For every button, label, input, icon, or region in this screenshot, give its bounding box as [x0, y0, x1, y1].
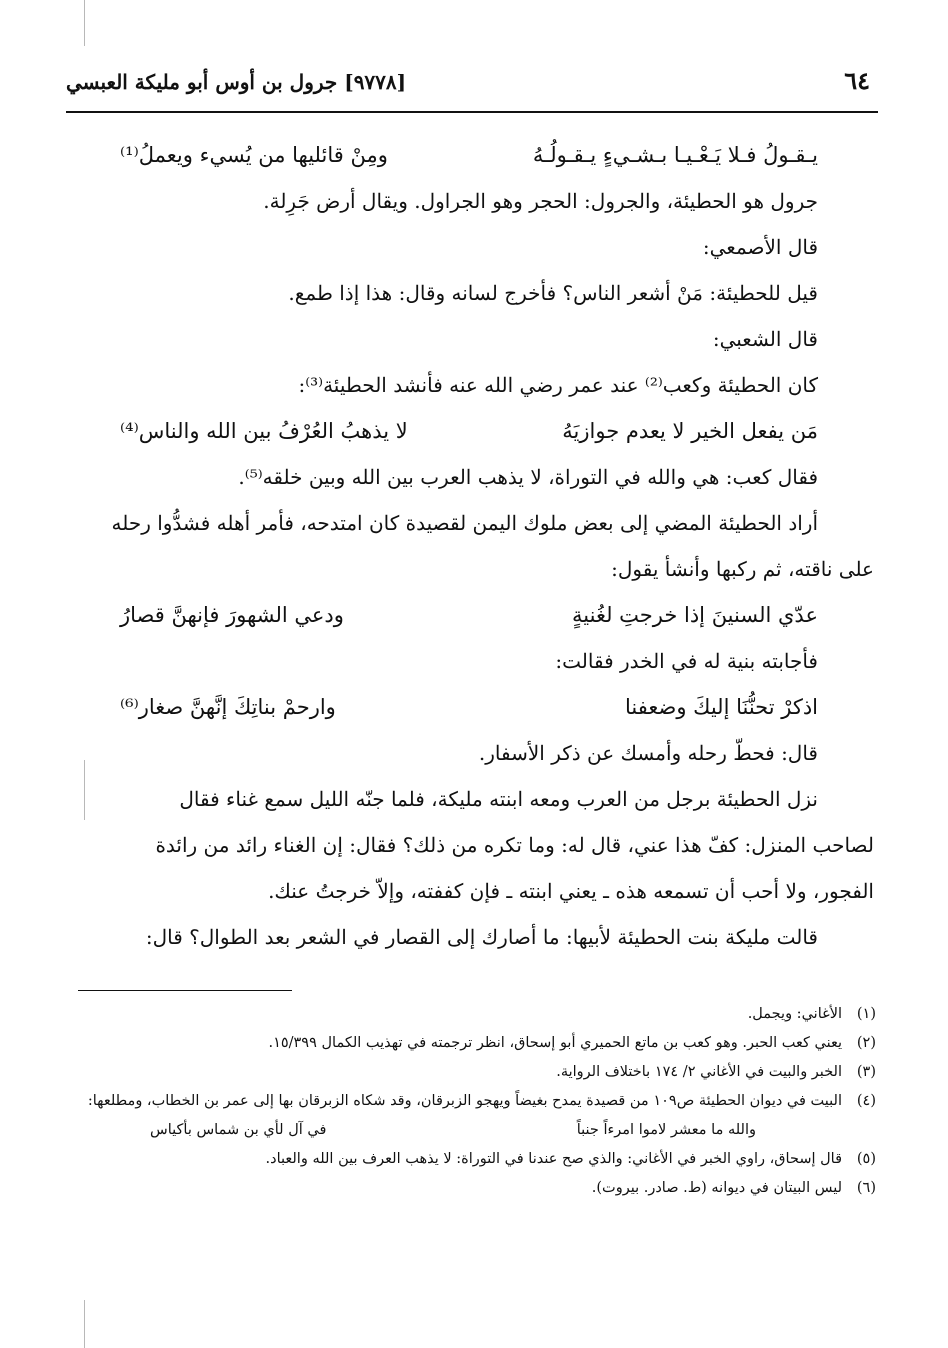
verse-second-hemistich: لا يذهبُ العُرْفُ بين الله والناس⁽⁴⁾ [120, 419, 408, 443]
verse-line [76, 592, 874, 638]
paragraph: قالت مليكة بنت الحطيئة لأبيها: ما أصارك إلى القصار في الشعر بعد الطوال؟ قال: [145, 925, 818, 949]
footnote [72, 1087, 876, 1116]
verse-first-hemistich: والله ما معشر لاموا امرءاً جنباً [576, 1122, 756, 1138]
footnote-verse [72, 1116, 876, 1145]
footnote-number: (٣) [856, 1064, 876, 1080]
footnote [72, 1058, 876, 1087]
footnote-text: قال إسحاق، راوي الخبر في الأغاني: والذي صح عندنا في التوراة: لا يذهب العرف بين الله والعباد. [265, 1151, 842, 1167]
verse-first-hemistich: مَن يفعل الخير لا يعدم جوازيَهُ [562, 419, 818, 443]
verse-line [76, 132, 874, 178]
paragraph-line: لصاحب المنزل: كفّ هذا عني، قال له: وما تكره من ذلك؟ فقال: إن الغناء رائد من رائدة [155, 833, 874, 857]
footnote-number: (٤) [856, 1093, 876, 1109]
scan-edge-mark-bottom [84, 1300, 85, 1348]
footnote-number: (٦) [856, 1180, 876, 1196]
paragraph-line: على ناقته، ثم ركبها وأنشأ يقول: [611, 557, 874, 581]
footnote-text: الخبر والبيت في الأغاني ٢/ ١٧٤ باختلاف الرواية. [556, 1064, 842, 1080]
paragraph: جرول هو الحطيئة، والجرول: الحجر وهو الجراول. ويقال أرض جَرِلة. [263, 189, 818, 213]
paragraph: قال: فحطّ رحله وأمسك عن ذكر الأسفار. [478, 741, 818, 765]
verse-first-hemistich: اذكرْ تحنُّنَا إليكَ وضعفنا [625, 695, 818, 719]
footnote-number: (٥) [856, 1151, 876, 1167]
footnotes [72, 1000, 876, 1203]
paragraph: قال الأصمعي: [702, 235, 818, 259]
verse-second-hemistich: ومِنْ قائليها من يُسيء ويعملُ⁽¹⁾ [120, 143, 388, 167]
paragraph-line: نزل الحطيئة برجل من العرب ومعه ابنته مليكة، فلما جنّه الليل سمع غناء فقال [179, 787, 818, 811]
footnote-number: (١) [856, 1006, 876, 1022]
paragraph: فأجابته بنية له في الخدر فقالت: [555, 649, 818, 673]
footnote-text: البيت في ديوان الحطيئة ص١٠٩ من قصيدة يمدح بغيضاً ويهجو الزبرقان، وقد شكاه الزبرقان بها إلى عمر بن الخطاب، ومطلعها: [87, 1093, 842, 1109]
header-rule [66, 111, 878, 113]
scan-edge-mark-top [84, 0, 85, 46]
verse-second-hemistich: في آل لأي بن شماس بأكياس [150, 1122, 327, 1138]
paragraph: قال الشعبي: [712, 327, 818, 351]
footnote-text: يعني كعب الحبر. وهو كعب بن ماتع الحميري أبو إسحاق، انظر ترجمته في تهذيب الكمال ١٥/٣٩٩. [268, 1035, 842, 1051]
running-title: [٩٧٧٨] جرول بن أوس أبو مليكة العبسي [66, 70, 407, 94]
footnote-text: ليس البيتان في ديوانه (ط. صادر. بيروت). [591, 1180, 842, 1196]
paragraph: فقال كعب: هي والله في التوراة، لا يذهب العرب بين الله وبين خلقه⁽⁵⁾. [238, 465, 818, 489]
page-number: ٦٤ [844, 66, 870, 95]
verse-first-hemistich: عدّي السنينَ إذا خرجتِ لغُنيةٍ [572, 603, 818, 627]
paragraph-line: الفجور، ولا أحب أن تسمعه هذه ـ يعني ابنته ـ فإن كففته، وإلاّ خرجتُ عنك. [268, 879, 874, 903]
footnote [72, 1174, 876, 1203]
footnote [72, 1000, 876, 1029]
paragraph: كان الحطيئة وكعب⁽²⁾ عند عمر رضي الله عنه فأنشد الحطيئة⁽³⁾: [298, 373, 818, 397]
footnote-number: (٢) [856, 1035, 876, 1051]
paragraph: قيل للحطيئة: مَنْ أشعر الناس؟ فأخرج لسانه وقال: هذا إذا طمع. [288, 281, 818, 305]
verse-line [76, 684, 874, 730]
verse-line [76, 408, 874, 454]
verse-second-hemistich: وارحمْ بناتِكَ إنَّهنَّ صغار⁽⁶⁾ [120, 695, 336, 719]
verse-first-hemistich: يـقـولُ فـلا يَـعْـيـا بـشـيءٍ يـقـولُـهُ [532, 143, 818, 167]
footnote [72, 1029, 876, 1058]
footnote-text: الأغاني: ويجمل. [747, 1006, 842, 1022]
verse-second-hemistich: ودعي الشهورَ فإنهنَّ قصارُ [120, 603, 344, 627]
paragraph-line: أراد الحطيئة المضي إلى بعض ملوك اليمن لقصيدة كان امتدحه، فأمر أهله فشدُّوا رحله [111, 511, 818, 535]
footnote-rule [78, 990, 292, 991]
footnote [72, 1145, 876, 1174]
main-text [76, 132, 874, 960]
